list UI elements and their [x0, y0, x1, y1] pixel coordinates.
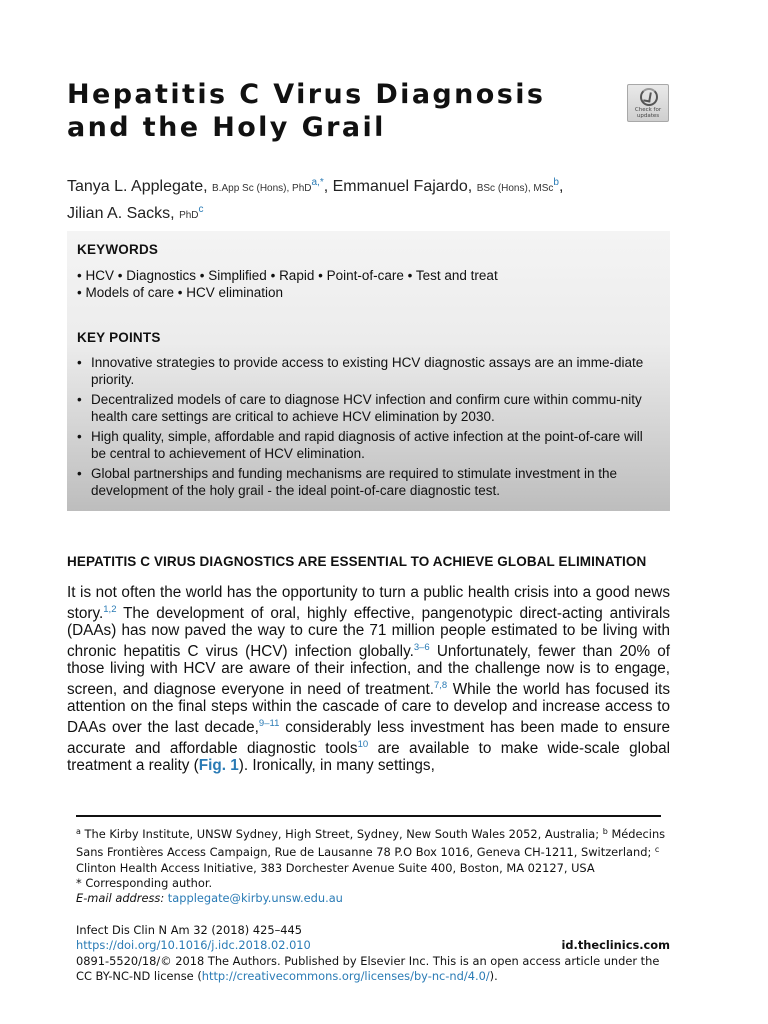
keyword: Models of care [85, 285, 175, 300]
figure-link[interactable]: Fig. 1 [198, 757, 239, 774]
keyword-list: • HCV • Diagnostics • Simplified • Rapid • Point-of-care • Test and treat • Models of care • HCV elimination [77, 268, 498, 300]
doi-row [76, 938, 670, 953]
author-affiliation-mark[interactable]: a,* [311, 177, 324, 188]
email-link[interactable]: tapplegate@kirby.unsw.edu.au [167, 891, 343, 906]
author-degrees: B.App Sc (Hons), PhD [212, 183, 312, 194]
keyword: Test and treat [415, 268, 498, 283]
footnote-mark: a [76, 827, 81, 836]
key-points-list [77, 355, 660, 499]
keyword: Diagnostics [126, 268, 197, 283]
affiliations [76, 824, 666, 876]
key-points-heading: KEY POINTS [77, 330, 161, 345]
license-end: ). [489, 968, 498, 983]
body-text-run: considerably less investment has been made to ensure accurate and affordable diagnostic tools [67, 719, 670, 757]
body-text-run: ). Ironically, in many settings, [238, 757, 435, 774]
keywords-heading: KEYWORDS [77, 242, 159, 257]
author-degrees: PhD [179, 210, 199, 221]
badge-text-line-1: Check for [634, 107, 662, 113]
doi-link[interactable]: https://doi.org/10.1016/j.idc.2018.02.010 [76, 938, 311, 953]
reference-link[interactable]: 10 [357, 739, 369, 750]
body-paragraph [67, 584, 670, 774]
author-name: Jilian A. Sacks, [67, 205, 175, 222]
corresponding-author-note: * Corresponding author. [76, 875, 213, 890]
author-affiliation-mark[interactable]: c [198, 204, 204, 215]
keyword: HCV [85, 268, 114, 283]
title-line-2: and the Holy Grail [67, 112, 386, 143]
footnote-divider [76, 815, 661, 817]
body-text-run: While the world has focused its attention on the final steps within the cascade of care to develop and increase access to DAAs over the last decade, [67, 681, 670, 736]
journal-citation: Infect Dis Clin N Am 32 (2018) 425–445 [76, 923, 302, 937]
author-affiliation-mark[interactable]: b [553, 177, 559, 188]
keyword: Point-of-care [326, 268, 404, 283]
author-separator: , [558, 178, 564, 195]
license-link[interactable]: http://creativecommons.org/licenses/by-nc-nd/4.0/ [201, 968, 490, 983]
reference-link[interactable]: 1,2 [103, 604, 117, 615]
key-point-item: • Innovative strategies to provide access to existing HCV diagnostic assays are an imme-diate priority. [77, 355, 660, 388]
footnote-mark: c [654, 845, 660, 855]
check-for-updates-badge[interactable] [627, 84, 669, 122]
author-name: Tanya L. Applegate, [67, 178, 208, 195]
author-separator: , [323, 178, 333, 195]
author-list [67, 172, 667, 226]
affiliation-text: The Kirby Institute, UNSW Sydney, High Street, Sydney, New South Wales 2052, Australia; [80, 827, 600, 841]
reference-link[interactable]: 9–11 [258, 718, 280, 729]
body-text-run: The development of oral, highly effective, pangenotypic direct-acting antivirals (DAAs) has now paved the way to cure the 71 million people estimated to be living with chronic hepatitis C virus (HCV) infection globally. [67, 605, 670, 660]
body-text-run: are available to make wide-scale global treatment a reality ( [67, 740, 670, 774]
footnote-mark: b [602, 827, 608, 836]
license-text: 0891-5520/18/© 2018 The Authors. Published by Elsevier Inc. This is an open access article under the CC BY-NC-ND license ( [76, 953, 660, 983]
badge-text [628, 107, 668, 119]
key-point-item: • Global partnerships and funding mechanisms are required to stimulate investment in the development of the holy grail - the ideal point-of-care diagnostic test. [77, 466, 660, 499]
license-line [76, 954, 670, 985]
keywords-keypoints-box [67, 231, 670, 511]
keyword: HCV elimination [186, 285, 284, 300]
keyword: Rapid [279, 268, 315, 283]
reference-link[interactable]: 7,8 [433, 680, 448, 691]
keyword: Simplified [208, 268, 267, 283]
key-point-item: • Decentralized models of care to diagnose HCV infection and confirm cure within commu-nity health care settings are critical to achieve HCV elimination by 2030. [77, 392, 660, 425]
body-text-run: Unfortunately, fewer than 20% of those living with HCV are aware of their infection, and the challenge now is to engage, screen, and diagnose everyone in need of treatment. [67, 643, 671, 698]
email-label: E-mail address: [76, 891, 165, 906]
author-degrees: BSc (Hons), MSc [476, 183, 554, 194]
title-line-1: Hepatitis C Virus Diagnosis [67, 79, 546, 110]
key-point-item: • High quality, simple, affordable and rapid diagnosis of active infection at the point-of-care will be central to achievement of HCV elimination. [77, 429, 660, 462]
body-text-run: It is not often the world has the opportunity to turn a public health crisis into a good news story. [67, 584, 670, 622]
affiliation-text: Médecins Sans Frontières Access Campaign, Rue de Lausanne 78 P.O Box 1016, Geneva CH-1211, Switzerland; [76, 827, 666, 860]
affiliation-text: Clinton Health Access Initiative, 383 Dorchester Avenue Suite 400, Boston, MA 02127, USA [76, 860, 595, 875]
journal-info [76, 923, 670, 984]
section-heading: HEPATITIS C VIRUS DIAGNOSTICS ARE ESSENTIAL TO ACHIEVE GLOBAL ELIMINATION [67, 554, 647, 569]
email-line [76, 891, 666, 906]
footnotes [76, 824, 666, 906]
journal-site[interactable]: id.theclinics.com [561, 938, 670, 953]
author-name: Emmanuel Fajardo, [332, 178, 473, 195]
badge-text-line-2: updates [636, 113, 660, 119]
article-title [67, 78, 587, 144]
reference-link[interactable]: 3–6 [413, 642, 430, 653]
